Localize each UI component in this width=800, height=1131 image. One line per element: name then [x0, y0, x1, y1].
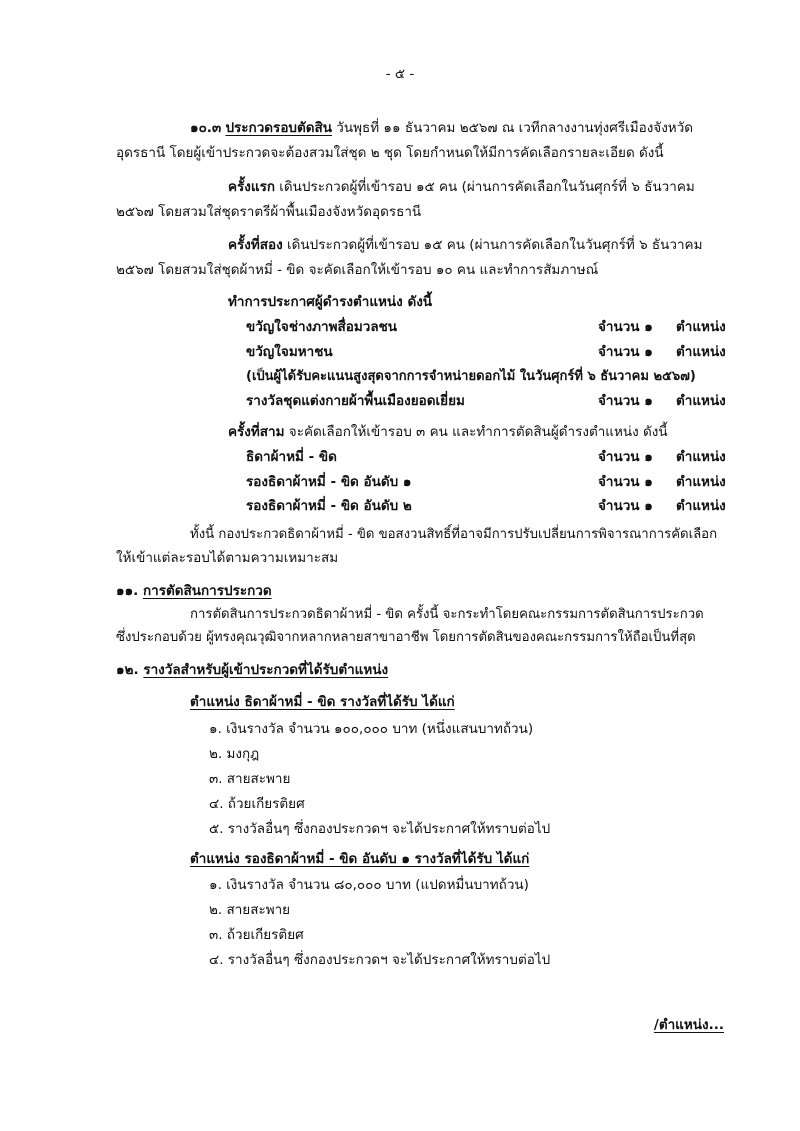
award-unit: ตำแหน่ง: [676, 319, 726, 335]
section-number: ๑๒.: [116, 662, 139, 678]
section-number: ๑๐.๓: [190, 120, 222, 136]
runner-up-1-prize-title: ตำแหน่ง รองธิดาผ้าหมี่ - ขิด อันดับ ๑ รางวัลที่ได้รับ ได้แก่: [190, 851, 530, 867]
prize-item: ๒. มงกุฎ: [209, 746, 260, 762]
award-unit: ตำแหน่ง: [676, 393, 726, 409]
prize-item: ๕. รางวัลอื่นๆ ซึ่งกองประกวดฯ จะได้ประกาศให้ทราบต่อไป: [209, 821, 551, 837]
continuation-marker: /ตำแหน่ง...: [653, 1017, 724, 1033]
prize-item: ๑. เงินรางวัล จำนวน ๑๐๐,๐๐๐ บาท (หนึ่งแสนบาทถ้วน): [209, 721, 534, 737]
round2-line2: ๒๕๖๗ โดยสวมใส่ชุดผ้าหมี่ - ขิด จะคัดเลือกให้เข้ารอบ ๑๐ คน และทำการสัมภาษณ์: [116, 262, 599, 278]
page-number: - ๕ -: [385, 66, 415, 82]
round2-line1: [228, 234, 703, 256]
final-title-quantity: จำนวน ๑: [598, 498, 653, 514]
reserve-rights-line1: ทั้งนี้ กองประกวดธิดาผ้าหมี่ - ขิด ขอสงวนสิทธิ์ที่อาจมีการปรับเปลี่ยนการพิจารณาการคัดเลือก: [190, 527, 718, 542]
final-title-name: รองธิดาผ้าหมี่ - ขิด อันดับ ๑: [246, 474, 412, 490]
section-10-3-line1: [190, 117, 693, 139]
award-quantity: จำนวน ๑: [598, 344, 653, 360]
winner-prize-title: ตำแหน่ง ธิดาผ้าหมี่ - ขิด รางวัลที่ได้รับ ได้แก่: [190, 694, 455, 710]
prize-item: ๓. สายสะพาย: [209, 771, 291, 787]
section-number: ๑๑.: [116, 583, 139, 599]
final-title-unit: ตำแหน่ง: [676, 449, 726, 465]
final-title-name: ธิดาผ้าหมี่ - ขิด: [246, 449, 337, 465]
section-10-3-line2: อุดรธานี โดยผู้เข้าประกวดจะต้องสวมใส่ชุด ๒ ชุด โดยกำหนดให้มีการคัดเลือกรายละเอียด ดังนี้: [116, 145, 664, 161]
final-title-unit: ตำแหน่ง: [676, 474, 726, 490]
section-heading: รางวัลสำหรับผู้เข้าประกวดที่ได้รับตำแหน่ง: [143, 662, 389, 678]
round1-line1: [228, 176, 695, 198]
reserve-rights-line2: ให้เข้าแต่ละรอบได้ตามความเหมาะสม: [116, 550, 339, 566]
prize-item: ๑. เงินรางวัล จำนวน ๘๐,๐๐๐ บาท (แปดหมื่นบาทถ้วน): [209, 877, 529, 893]
prize-item: ๔. ถ้วยเกียรติยศ: [209, 796, 305, 812]
final-title-name: รองธิดาผ้าหมี่ - ขิด อันดับ ๒: [246, 498, 412, 514]
prize-item: ๔. รางวัลอื่นๆ ซึ่งกองประกวดฯ จะได้ประกาศให้ทราบต่อไป: [209, 952, 551, 968]
award-name: รางวัลชุดแต่งกายผ้าพื้นเมืองยอดเยี่ยม: [246, 393, 465, 409]
section-11-line2: ซึ่งประกอบด้วย ผู้ทรงคุณวุฒิจากหลากหลายสาขาอาชีพ โดยการตัดสินของคณะกรรมการให้ถือเป็นที่สุด: [116, 630, 696, 645]
round1-line2: ๒๕๖๗ โดยสวมใส่ชุดราตรีผ้าพื้นเมืองจังหวัดอุดรธานี: [116, 204, 422, 220]
award-quantity: จำนวน ๑: [598, 319, 653, 335]
final-title-quantity: จำนวน ๑: [598, 474, 653, 490]
section-heading: การตัดสินการประกวด: [142, 583, 272, 599]
round1-text: เดินประกวดผู้ที่เข้ารอบ ๑๕ คน (ผ่านการคัดเลือกในวันศุกร์ที่ ๖ ธันวาคม: [279, 179, 695, 195]
round3-text: จะคัดเลือกให้เข้ารอบ ๓ คน และทำการตัดสินผู้ดำรงตำแหน่ง ดังนี้: [288, 424, 668, 440]
section-heading: ประกวดรอบตัดสิน: [225, 120, 332, 136]
award-quantity: จำนวน ๑: [598, 393, 653, 409]
final-title-quantity: จำนวน ๑: [598, 449, 653, 465]
announce-title: ทำการประกาศผู้ดำรงตำแหน่ง ดังนี้: [228, 294, 433, 310]
section-11-heading: [116, 580, 272, 602]
prize-item: ๓. ถ้วยเกียรติยศ: [209, 927, 304, 943]
award-name: ขวัญใจมหาชน: [246, 344, 333, 360]
section-text: วันพุธที่ ๑๑ ธันวาคม ๒๕๖๗ ณ เวทีกลางงานทุ่งศรีเมืองจังหวัด: [336, 120, 694, 136]
round3-label: ครั้งที่สาม: [228, 424, 285, 440]
award-unit: ตำแหน่ง: [676, 344, 726, 360]
round1-label: ครั้งแรก: [228, 179, 275, 195]
section-11-line1: การตัดสินการประกวดธิดาผ้าหมี่ - ขิด ครั้งนี้ จะกระทำโดยคณะกรรมการตัดสินการประกวด: [190, 607, 704, 622]
popular-vote-note: (เป็นผู้ได้รับคะแนนสูงสุดจากการจำหน่ายดอกไม้ ในวันศุกร์ที่ ๖ ธันวาคม ๒๕๖๗): [246, 369, 696, 384]
prize-item: ๒. สายสะพาย: [209, 902, 291, 918]
award-name: ขวัญใจช่างภาพสื่อมวลชน: [246, 319, 398, 335]
round3-line: [228, 421, 668, 443]
final-title-unit: ตำแหน่ง: [676, 498, 726, 514]
section-12-heading: [116, 659, 388, 681]
round2-text: เดินประกวดผู้ที่เข้ารอบ ๑๕ คน (ผ่านการคัดเลือกในวันศุกร์ที่ ๖ ธันวาคม: [287, 237, 703, 253]
round2-label: ครั้งที่สอง: [228, 237, 283, 253]
